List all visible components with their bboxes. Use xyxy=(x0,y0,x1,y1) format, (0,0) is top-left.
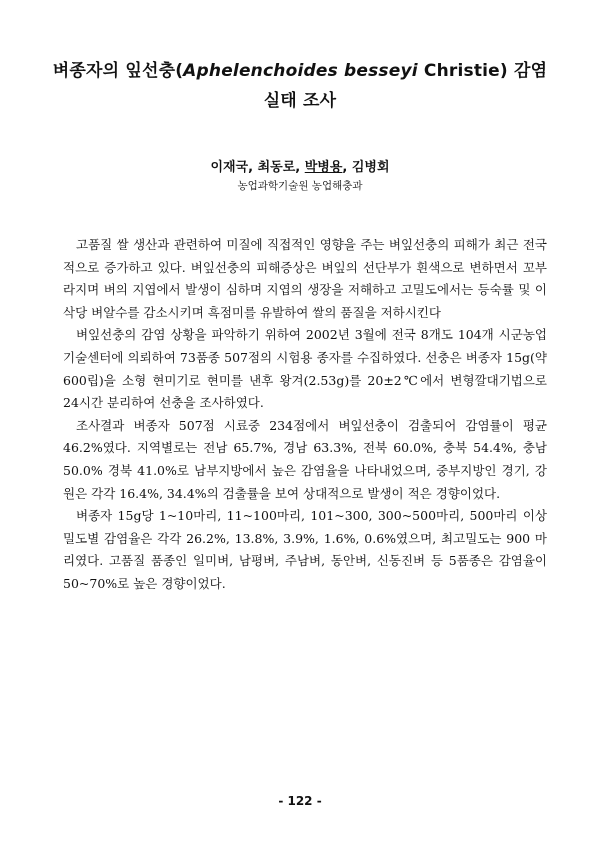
author-list xyxy=(0,156,600,175)
affiliation: 농업과학기술원 농업해충과 xyxy=(237,180,363,192)
title-line-1 xyxy=(40,56,560,86)
paper-title xyxy=(40,56,560,116)
page-number: - 122 - xyxy=(278,794,322,808)
title-species-name: Aphelenchoides besseyi xyxy=(183,61,418,81)
paragraph-1: 고품질 쌀 생산과 관련하여 미질에 직접적인 영향을 주는 벼잎선충의 피해가 최근 전국적으로 증가하고 있다. 벼잎선충의 피해증상은 벼잎의 선단부가 흰색으로 변하면서 꼬부라지며 벼의 지엽에서 발생이 심하며 지엽의 생장을 저해하고 고밀도에서는 등숙률 및 이삭당 벼알수를 감소시키며 흑점미를 유발하여 쌀의 품질을 저하시킨다 xyxy=(63,237,547,320)
paragraph-4: 벼종자 15g당 1~10마리, 11~100마리, 101~300, 300~500마리, 500마리 이상 밀도별 감염율은 각각 26.2%, 13.8%, 3.9%, 1.6%, 0.6%였으며, 최고밀도는 900 마리였다. 고품질 품종인 일미벼, 남평벼, 주남벼, 동안벼, 신동진벼 등 5품종은 감염율이 50~70%로 높은 경향이었다. xyxy=(63,508,547,591)
title-line-2: 실태 조사 xyxy=(263,91,337,111)
abstract-body xyxy=(63,234,547,596)
paragraph-3: 조사결과 벼종자 507점 시료중 234점에서 벼잎선충이 검출되어 감염률이 평균 46.2%였다. 지역별로는 전남 65.7%, 경남 63.3%, 전북 60.0%, 충북 54.4%, 충남 50.0% 경북 41.0%로 남부지방에서 높은 감염율을 나타내었으며, 중부지방인 경기, 강원은 각각 16.4%, 34.4%의 검출률을 보여 상대적으로 발생이 적은 경향이었다. xyxy=(63,417,547,501)
title-suffix: 감염 xyxy=(507,61,548,81)
author-names-2: , 김병회 xyxy=(342,160,390,175)
presenting-author: 박병용 xyxy=(304,160,343,175)
paragraph-2: 벼잎선충의 감염 상황을 파악하기 위하여 2002년 3월에 전국 8개도 104개 시군농업기술센터에 의뢰하여 73품종 507점의 시험용 종자를 수집하였다. 선충은 벼종자 15g(약 600립)을 소형 현미기로 현미를 낸후 왕겨(2.53g)를 20±2℃에서 변형깔대기법으로 24시간 분리하여 선충을 조사하였다. xyxy=(63,327,547,411)
title-prefix: 벼종자의 잎선충( xyxy=(52,61,184,81)
title-authority: Christie) xyxy=(417,61,508,81)
author-names-1: 이재국, 최동로, xyxy=(210,160,305,175)
